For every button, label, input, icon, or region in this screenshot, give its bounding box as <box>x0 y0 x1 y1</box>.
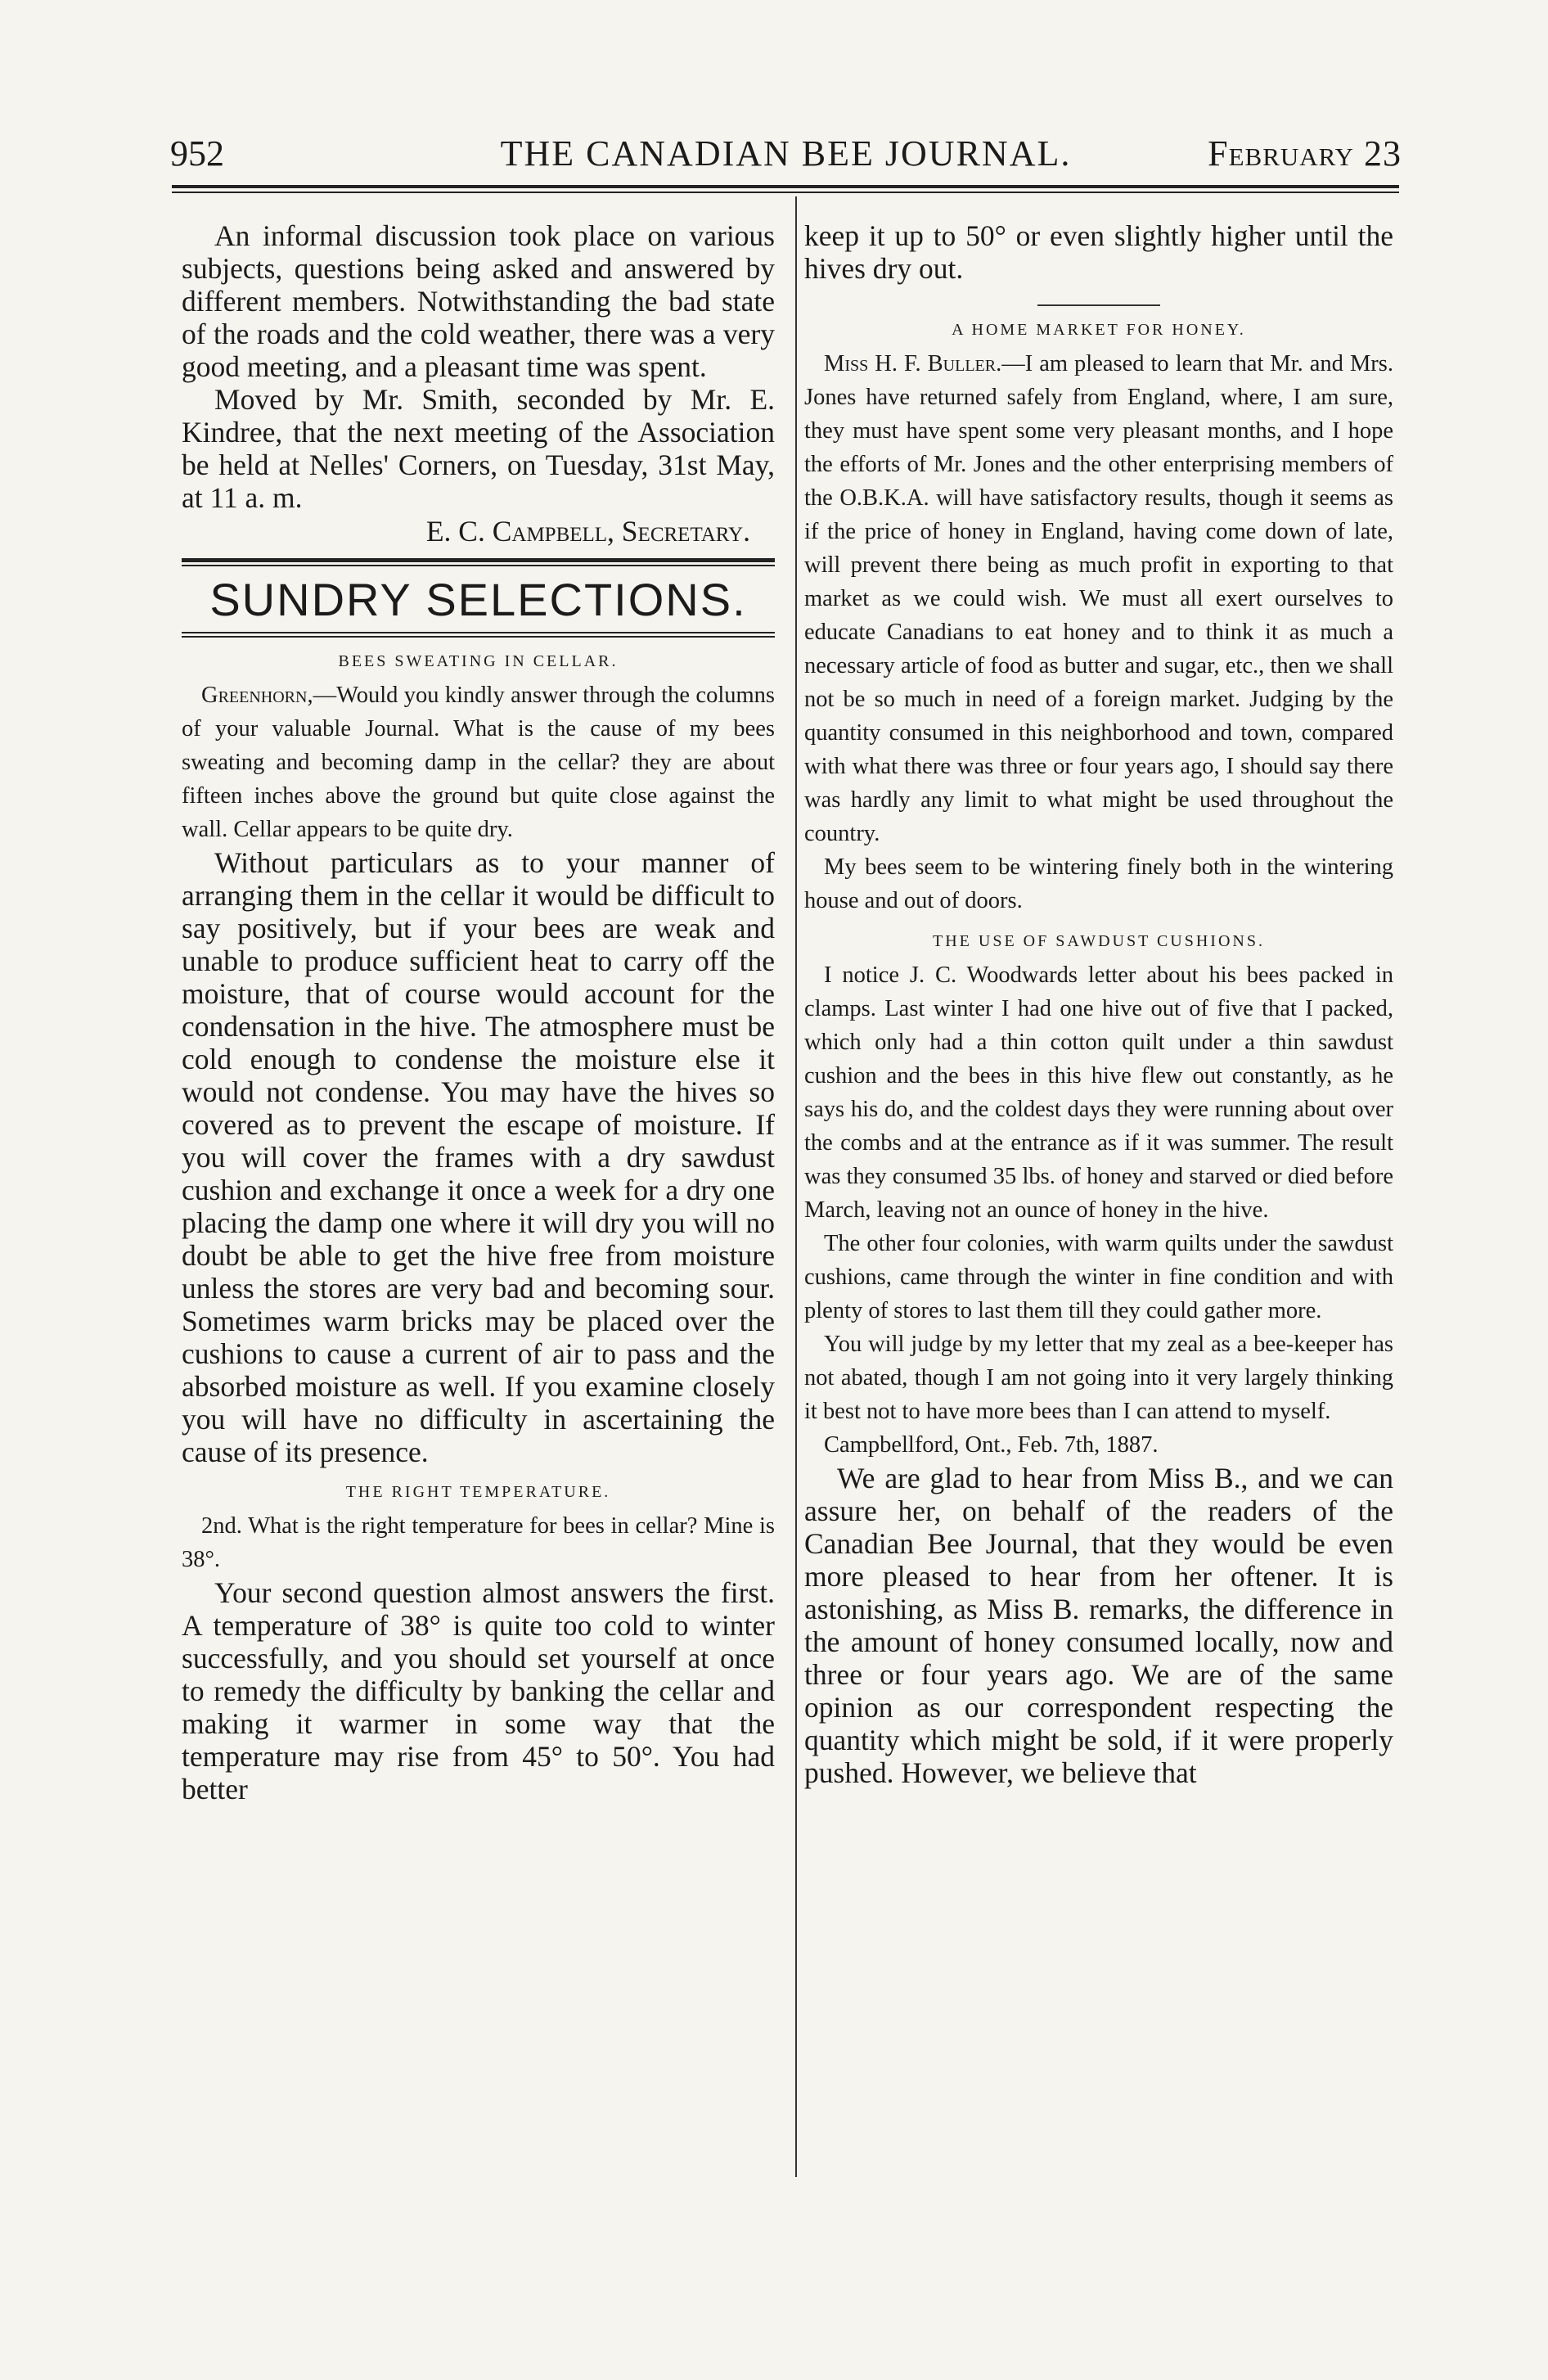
subheading-bees-sweating: BEES SWEATING IN CELLAR. <box>338 652 619 670</box>
notice-paragraph: I notice J. C. Woodwards letter about his bees packed in clamps. Last winter I had one hive out of five that I packed, which only had a thin cotton quilt under a thin sawdust cushion and the bees in this hive flew out constantly, as he says his do, and the coldest days they were running about over the combs and at the entrance as if it was summer. The result was they consumed 35 lbs. of honey and starved or died before March, leaving not an ounce of honey in the hive. <box>804 962 1393 1223</box>
zeal-paragraph: You will judge by my letter that my zeal as a bee-keeper has not abated, though I am not going into it very largely thinking it best not to have more bees than I can attend to myself. <box>804 1332 1393 1424</box>
buller-letter-text: —I am pleased to learn that Mr. and Mrs. Jones have returned safely from England, where, I am sure, they must have spent some very pleasant months, and I hope the efforts of Mr. Jones and the other enterprising members of the O.B.K.A. will have satisfactory results, though it seems as if the price of honey in England, having come down of late, will prevent there being as much profit in exporting to that market as we could wish. We must all exert ourselves to educate Canadians to eat honey and to think it as much a necessary article of food as butter and sugar, etc., then we shall not be so much in need of a foreign market. Judging by the quantity consumed in this neighborhood and town, compared with what there was three or four years ago, I should say there was hardly any limit to what might be used throughout the country. <box>804 351 1393 846</box>
question-one-text: —Would you kindly answer through the columns of your valuable Journal. What is the cause of my bees sweating and becoming damp in the cellar? they are about fifteen inches above the ground but quite close against the wall. Cellar appears to be quite dry. <box>182 683 775 842</box>
left-column <box>182 219 775 1805</box>
running-header <box>170 131 1402 177</box>
secretary-signature: E. C. Campbell, Secretary. <box>425 515 750 548</box>
subheading-sawdust-cushions: THE USE OF SAWDUST CUSHIONS. <box>933 932 1265 950</box>
wintering-paragraph: My bees seem to be wintering finely both in the wintering house and out of doors. <box>804 854 1393 913</box>
questioner-name: Greenhorn, <box>201 683 313 708</box>
subheading-right-temperature: THE RIGHT TEMPERATURE. <box>345 1483 611 1501</box>
section-title: SUNDRY SELECTIONS. <box>209 574 747 625</box>
motion-paragraph: Moved by Mr. Smith, seconded by Mr. E. Kindree, that the next meeting of the Association be held at Nelles' Corners, on Tuesday, 31st May, at 11 a. m. <box>182 383 775 514</box>
short-divider <box>1037 304 1160 306</box>
header-rule-thick <box>172 185 1399 188</box>
buller-letter <box>804 347 1393 850</box>
question-two: 2nd. What is the right temperature for bees in cellar? Mine is 38°. <box>182 1513 775 1572</box>
right-column <box>804 219 1393 1789</box>
page-number: 952 <box>170 133 224 174</box>
colonies-paragraph: The other four colonies, with warm quilts under the sawdust cushions, came through the winter in fine condition and with plenty of stores to last them till they could gather more. <box>804 1231 1393 1323</box>
column-divider <box>795 196 797 2177</box>
answer-one: Without particulars as to your manner of arranging them in the cellar it would be difficult to say positively, but if your bees are weak and unable to produce sufficient heat to carry off the moisture, that of course would account for the condensation in the hive. The atmosphere must be cold enough to condense the moisture else it would not condense. You may have the hives so covered as to prevent the escape of moisture. If you will cover the frames with a dry sawdust cushion and exchange it once a week for a dry one placing the damp one where it will dry you will no doubt be able to get the hive free from moisture unless the stores are very bad and becoming sour. Sometimes warm bricks may be placed over the cushions to cause a current of air to pass and the absorbed moisture as well. If you examine closely you will have no difficulty in ascertaining the cause of its presence. <box>182 846 775 1468</box>
section-rule-under <box>182 632 775 633</box>
subheading-home-market: A HOME MARKET FOR HONEY. <box>952 321 1246 339</box>
issue-date: February 23 <box>1208 133 1402 174</box>
letter-author: Miss H. F. Buller. <box>824 351 1002 376</box>
answer-two: Your second question almost answers the first. A temperature of 38° is quite too cold to winter successfully, and you should set yourself at once to remedy the difficulty by banking the cellar and making it warmer in some way that the temperature may rise from 45° to 50°. You had better <box>182 1576 775 1805</box>
header-rule-thin <box>172 192 1399 193</box>
question-one <box>182 678 775 846</box>
journal-title: THE CANADIAN BEE JOURNAL. <box>500 133 1072 174</box>
dateline: Campbellford, Ont., Feb. 7th, 1887. <box>824 1432 1159 1458</box>
section-rule-thin <box>182 565 775 566</box>
section-rule-thick <box>182 558 775 562</box>
editor-reply: We are glad to hear from Miss B., and we can assure her, on behalf of the readers of the Canadian Bee Journal, that they would be even more pleased to hear from her oftener. It is astonishing, as Miss B. remarks, the difference in the amount of honey consumed locally, now and three or four years ago. We are of the same opinion as our correspondent respecting the quantity which might be sold, if it were properly pushed. However, we believe that <box>804 1462 1393 1789</box>
section-rule-under-2 <box>182 636 775 638</box>
continued-paragraph: keep it up to 50° or even slightly higher until the hives dry out. <box>804 219 1393 285</box>
meeting-paragraph: An informal discussion took place on various subjects, questions being asked and answered by different members. Notwithstanding the bad state of the roads and the cold weather, there was a very good meeting, and a pleasant time was spent. <box>182 219 775 383</box>
